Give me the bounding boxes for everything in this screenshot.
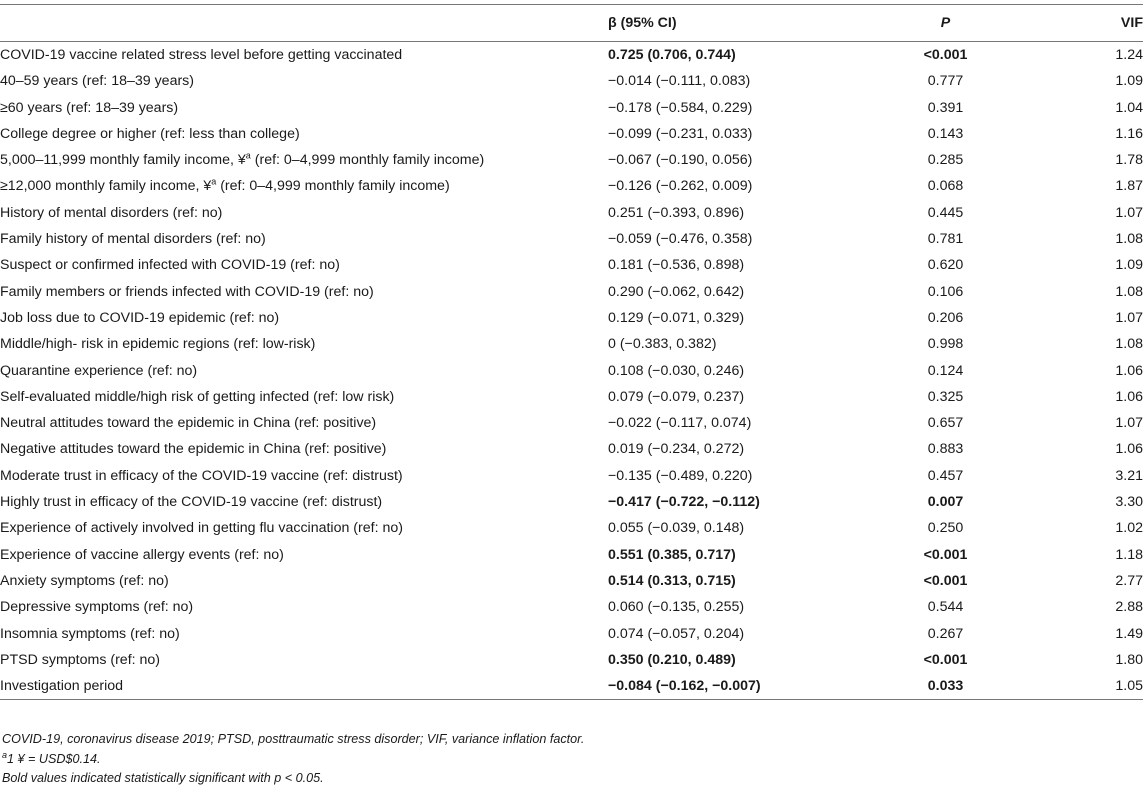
vif-value: 1.09 (1115, 257, 1143, 274)
p-value: 0.124 (927, 362, 964, 379)
beta-value: 0.350 (0.210, 0.489) (608, 651, 736, 668)
table-row (0, 226, 1143, 252)
table-body (0, 42, 1143, 700)
p-value: 0.457 (927, 467, 964, 484)
beta-value: −0.178 (−0.584, 0.229) (608, 99, 753, 116)
beta-value: 0 (−0.383, 0.382) (608, 336, 717, 353)
vif-value: 1.08 (1115, 231, 1143, 248)
vif-value: 1.09 (1115, 73, 1143, 90)
p-value: 0.620 (927, 257, 964, 274)
variable-label-reference: (ref: 0–4,999 monthly family income) (216, 178, 450, 195)
variable-label (0, 279, 608, 305)
table-row (0, 594, 1143, 620)
vif-value: 1.08 (1115, 283, 1143, 300)
variable-label-text: Family members or friends infected with COVID-19 (ref: no) (0, 283, 374, 300)
variable-label-text: Experience of vaccine allergy events (ref: no) (0, 546, 284, 563)
beta-value: 0.551 (0.385, 0.717) (608, 546, 736, 563)
variable-label (0, 647, 608, 673)
beta-column-header: β (95% CI) (608, 15, 677, 31)
p-value: 0.250 (927, 520, 964, 537)
beta-value: 0.060 (−0.135, 0.255) (608, 599, 745, 616)
variable-label (0, 252, 608, 278)
table-row (0, 200, 1143, 226)
vif-value: 2.77 (1115, 572, 1143, 589)
variable-label (0, 42, 608, 69)
table-row (0, 436, 1143, 462)
currency-footnote-marker: a (245, 150, 251, 161)
vif-value: 2.88 (1115, 599, 1143, 616)
beta-value: 0.079 (−0.079, 0.237) (608, 388, 745, 405)
footnote-bold-note: Bold values indicated statistically significant with p < 0.05. (2, 771, 324, 785)
table-row (0, 384, 1143, 410)
footnote-currency-text: 1 ¥ = USD$0.14. (7, 752, 101, 766)
vif-value: 1.06 (1115, 441, 1143, 458)
p-value: <0.001 (923, 546, 968, 563)
p-column-header: P (940, 15, 951, 31)
variable-label (0, 463, 608, 489)
variable-label (0, 515, 608, 541)
beta-value: −0.067 (−0.190, 0.056) (608, 152, 753, 169)
variable-label-text: 40–59 years (ref: 18–39 years) (0, 73, 195, 90)
variable-label-text: Experience of actively involved in getting flu vaccination (ref: no) (0, 520, 403, 537)
regression-table (0, 4, 1143, 700)
table-row (0, 252, 1143, 278)
variable-column-header (0, 5, 608, 42)
variable-label-text: COVID-19 vaccine related stress level before getting vaccinated (0, 47, 403, 63)
p-value: 0.781 (927, 231, 964, 248)
variable-label (0, 410, 608, 436)
beta-value: 0.181 (−0.536, 0.898) (608, 257, 745, 274)
beta-value: 0.290 (−0.062, 0.642) (608, 283, 745, 300)
p-value: 0.445 (927, 204, 964, 221)
variable-label (0, 594, 608, 620)
variable-label (0, 331, 608, 357)
vif-value: 1.08 (1115, 336, 1143, 353)
variable-label (0, 147, 608, 173)
variable-label-reference: (ref: 0–4,999 monthly family income) (250, 152, 485, 169)
p-value: <0.001 (923, 572, 968, 589)
beta-value: −0.022 (−0.117, 0.074) (608, 415, 752, 432)
table-row (0, 621, 1143, 647)
vif-value: 1.07 (1115, 204, 1143, 221)
vif-value: 1.04 (1115, 99, 1143, 116)
variable-label (0, 489, 608, 515)
table-row (0, 42, 1143, 69)
footnote-currency-marker: a (2, 749, 8, 760)
p-value: 0.777 (927, 73, 964, 90)
p-value: 0.143 (927, 125, 964, 142)
vif-value: 3.30 (1115, 494, 1143, 511)
table-row (0, 515, 1143, 541)
vif-value: 1.16 (1115, 125, 1143, 142)
p-value: 0.068 (927, 178, 964, 195)
vif-value: 1.80 (1115, 651, 1143, 668)
currency-footnote-marker: a (211, 176, 217, 187)
table-row (0, 173, 1143, 199)
variable-label (0, 305, 608, 331)
variable-label (0, 568, 608, 594)
variable-label-text: Self-evaluated middle/high risk of getting infected (ref: low risk) (0, 388, 395, 405)
beta-value: −0.417 (−0.722, −0.112) (608, 494, 760, 511)
variable-label-text: Depressive symptoms (ref: no) (0, 599, 194, 616)
vif-value: 1.05 (1115, 678, 1143, 695)
variable-label-text: Suspect or confirmed infected with COVID-19 (ref: no) (0, 257, 340, 274)
vif-value: 1.07 (1115, 415, 1143, 432)
vif-value: 1.87 (1115, 178, 1143, 195)
variable-label-text: Job loss due to COVID-19 epidemic (ref: no) (0, 309, 280, 326)
vif-value: 1.06 (1115, 388, 1143, 405)
variable-label-text: Family history of mental disorders (ref: no) (0, 231, 266, 248)
table-row (0, 147, 1143, 173)
p-value: 0.998 (927, 336, 964, 353)
p-value: <0.001 (923, 651, 968, 668)
variable-label (0, 226, 608, 252)
table-row (0, 542, 1143, 568)
variable-label-text: Investigation period (0, 678, 124, 695)
variable-label-text: Moderate trust in efficacy of the COVID-19 vaccine (ref: distrust) (0, 467, 403, 484)
variable-label (0, 621, 608, 647)
variable-label-text: History of mental disorders (ref: no) (0, 204, 223, 221)
vif-value: 1.18 (1115, 546, 1143, 563)
table-row (0, 673, 1143, 700)
p-value: 0.544 (927, 599, 964, 616)
beta-value: 0.055 (−0.039, 0.148) (608, 520, 745, 537)
beta-value: 0.251 (−0.393, 0.896) (608, 204, 745, 221)
p-value: <0.001 (923, 47, 968, 63)
vif-value: 1.49 (1115, 625, 1143, 642)
p-value: 0.033 (927, 678, 964, 695)
variable-label (0, 384, 608, 410)
p-value: 0.285 (927, 152, 964, 169)
variable-label-text: Neutral attitudes toward the epidemic in China (ref: positive) (0, 415, 377, 432)
beta-value: 0.074 (−0.057, 0.204) (608, 625, 745, 642)
variable-label-text: Middle/high- risk in epidemic regions (ref: low-risk) (0, 336, 316, 353)
vif-value: 3.21 (1115, 467, 1143, 484)
vif-value: 1.02 (1115, 520, 1143, 537)
p-value: 0.206 (927, 309, 964, 326)
table-row (0, 410, 1143, 436)
table-row (0, 463, 1143, 489)
table-row (0, 95, 1143, 121)
variable-label-text: Highly trust in efficacy of the COVID-19 vaccine (ref: distrust) (0, 494, 383, 511)
table-row (0, 279, 1143, 305)
vif-value: 1.78 (1115, 152, 1143, 169)
p-value: 0.883 (927, 441, 964, 458)
variable-label (0, 95, 608, 121)
table-row (0, 121, 1143, 147)
variable-label-text: Negative attitudes toward the epidemic in China (ref: positive) (0, 441, 387, 458)
beta-value: −0.084 (−0.162, −0.007) (608, 678, 761, 695)
vif-value: 1.06 (1115, 362, 1143, 379)
variable-label (0, 173, 608, 199)
vif-value: 1.24 (1115, 47, 1143, 63)
table-row (0, 305, 1143, 331)
table-header (0, 5, 1143, 42)
variable-label (0, 542, 608, 568)
table-row (0, 647, 1143, 673)
table-row (0, 331, 1143, 357)
beta-value: −0.059 (−0.476, 0.358) (608, 231, 753, 248)
beta-value: 0.129 (−0.071, 0.329) (608, 309, 745, 326)
variable-label (0, 200, 608, 226)
vif-value: 1.07 (1115, 309, 1143, 326)
p-value: 0.325 (927, 388, 964, 405)
beta-value: −0.126 (−0.262, 0.009) (608, 178, 753, 195)
variable-label-text: Anxiety symptoms (ref: no) (0, 572, 169, 589)
variable-label-text: ≥12,000 monthly family income, ¥ (0, 178, 212, 195)
beta-value: 0.514 (0.313, 0.715) (608, 572, 736, 589)
beta-value: −0.099 (−0.231, 0.033) (608, 125, 753, 142)
variable-label-text: College degree or higher (ref: less than college) (0, 125, 300, 142)
variable-label (0, 358, 608, 384)
vif-column-header: VIF (1120, 15, 1143, 31)
p-value: 0.391 (927, 99, 964, 116)
header-row (0, 5, 1143, 42)
variable-label-text: Quarantine experience (ref: no) (0, 362, 198, 379)
table-row (0, 358, 1143, 384)
footnote-abbreviations: COVID-19, coronavirus disease 2019; PTSD, posttraumatic stress disorder; VIF, variance inflation factor. (2, 732, 585, 746)
variable-label (0, 436, 608, 462)
table-row (0, 68, 1143, 94)
beta-value: −0.135 (−0.489, 0.220) (608, 467, 753, 484)
variable-label (0, 673, 608, 700)
p-value: 0.657 (927, 415, 964, 432)
variable-label-text: PTSD symptoms (ref: no) (0, 651, 161, 668)
variable-label (0, 68, 608, 94)
beta-value: 0.108 (−0.030, 0.246) (608, 362, 745, 379)
p-value: 0.267 (927, 625, 964, 642)
table-row (0, 568, 1143, 594)
footnote-currency (2, 749, 101, 766)
beta-value: −0.014 (−0.111, 0.083) (608, 73, 751, 90)
variable-label-text: ≥60 years (ref: 18–39 years) (0, 99, 179, 116)
variable-label (0, 121, 608, 147)
p-value: 0.007 (927, 494, 964, 511)
p-value: 0.106 (927, 283, 964, 300)
beta-value: 0.019 (−0.234, 0.272) (608, 441, 745, 458)
beta-value: 0.725 (0.706, 0.744) (608, 47, 736, 63)
variable-label-text: 5,000–11,999 monthly family income, ¥ (0, 152, 246, 169)
table-row (0, 489, 1143, 515)
variable-label-text: Insomnia symptoms (ref: no) (0, 625, 180, 642)
